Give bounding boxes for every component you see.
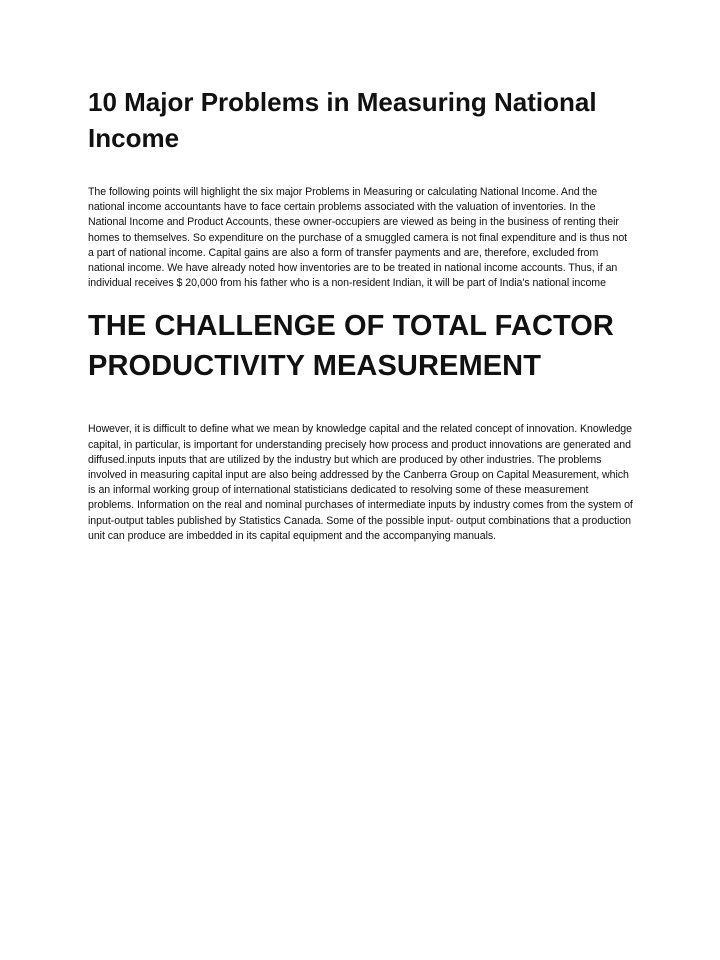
section-title-national-income: 10 Major Problems in Measuring National Income [88, 87, 597, 153]
section-body-national-income: The following points will highlight the six major Problems in Measuring or calculating National Income. And the national income accountants have to face certain problems associated with the valuation of inventories. In the National Income and Product Accounts, these owner-occupiers are viewed as being in the business of renting their homes to themselves. So expenditure on the purchase of a smuggled camera is not final expenditure and is thus not a part of national income. Capital gains are also a form of transfer payments and are, therefore, excluded from national income. We have already noted how inventories are to be treated in national income accounts. Thus, if an individual receives $ 20,000 from his father who is a non-resident Indian, it will be part of India's national income [88, 186, 628, 290]
document-page [88, 84, 633, 544]
section-title-tfp-measurement: THE CHALLENGE OF TOTAL FACTOR PRODUCTIVITY MEASUREMENT [88, 310, 614, 383]
section-body-tfp-measurement: However, it is difficult to define what we mean by knowledge capital and the related concept of innovation. Knowledge capital, in particular, is important for understanding precisely how process and product innovations are generated and diffused.inputs inputs that are utilized by the industry but which are produced by other industries. The problems involved in measuring capital input are also being addressed by the Canberra Group on Capital Measurement, which is an informal working group of international statisticians dedicated to resolving some of these measurement problems. Information on the real and nominal purchases of intermediate inputs by industry comes from the system of input-output tables published by Statistics Canada. Some of the possible input- output combinations that a production unit can produce are imbedded in its capital equipment and the accompanying manuals. [88, 423, 633, 542]
